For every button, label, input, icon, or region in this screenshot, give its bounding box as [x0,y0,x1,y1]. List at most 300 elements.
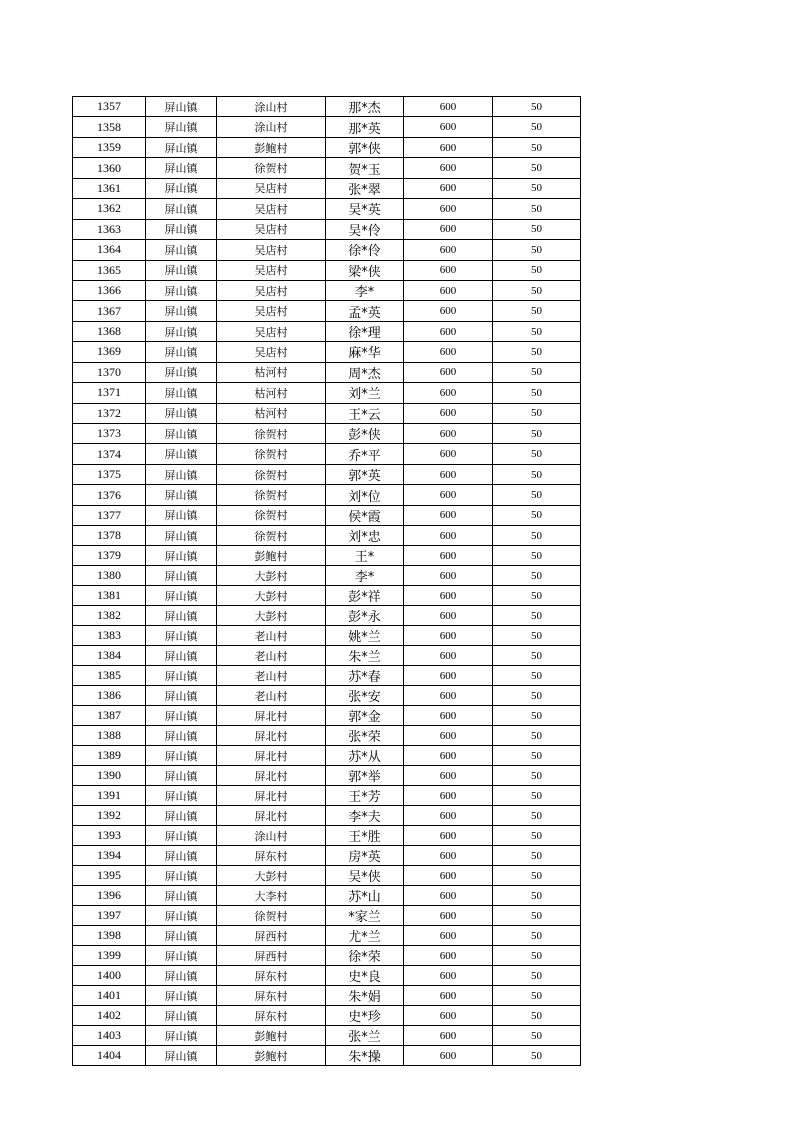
name-cell: 姚*兰 [326,626,404,646]
town-cell: 屏山镇 [146,383,217,403]
deduction-cell: 50 [493,866,581,886]
table-row [73,301,581,321]
village-cell: 涂山村 [217,826,326,846]
name-cell: 苏*从 [326,746,404,766]
town-cell: 屏山镇 [146,240,217,260]
amount-cell: 600 [404,846,493,866]
town-cell: 屏山镇 [146,886,217,906]
amount-cell: 600 [404,966,493,986]
amount-cell: 600 [404,97,493,117]
table-row [73,424,581,444]
name-cell: 郭*英 [326,464,404,484]
village-cell: 徐贺村 [217,526,326,546]
town-cell: 屏山镇 [146,906,217,926]
deduction-cell: 50 [493,403,581,423]
village-cell: 徐贺村 [217,464,326,484]
deduction-cell: 50 [493,926,581,946]
table-row [73,766,581,786]
village-cell: 吴店村 [217,178,326,198]
row-number: 1381 [73,586,146,606]
table-row [73,383,581,403]
name-cell: 张*翠 [326,178,404,198]
deduction-cell: 50 [493,383,581,403]
town-cell: 屏山镇 [146,321,217,341]
name-cell: 张*兰 [326,1026,404,1046]
name-cell: 王*胜 [326,826,404,846]
table-row [73,906,581,926]
name-cell: 彭*祥 [326,586,404,606]
amount-cell: 600 [404,826,493,846]
name-cell: 史*良 [326,966,404,986]
table-row [73,1026,581,1046]
amount-cell: 600 [404,806,493,826]
table-row [73,321,581,341]
village-cell: 屏东村 [217,846,326,866]
village-cell: 吴店村 [217,321,326,341]
town-cell: 屏山镇 [146,1006,217,1026]
row-number: 1362 [73,199,146,219]
village-cell: 彭鲍村 [217,1026,326,1046]
row-number: 1370 [73,362,146,382]
row-number: 1394 [73,846,146,866]
row-number: 1365 [73,260,146,280]
table-row [73,666,581,686]
name-cell: 侯*霞 [326,505,404,525]
name-cell: 麻*华 [326,342,404,362]
town-cell: 屏山镇 [146,97,217,117]
village-cell: 屏东村 [217,966,326,986]
name-cell: 徐*伶 [326,240,404,260]
table-row [73,219,581,239]
village-cell: 屏西村 [217,926,326,946]
table-row [73,178,581,198]
row-number: 1385 [73,666,146,686]
amount-cell: 600 [404,986,493,1006]
table-row [73,546,581,566]
village-cell: 屏西村 [217,946,326,966]
table-row [73,986,581,1006]
row-number: 1404 [73,1046,146,1066]
row-number: 1368 [73,321,146,341]
town-cell: 屏山镇 [146,526,217,546]
amount-cell: 600 [404,626,493,646]
row-number: 1379 [73,546,146,566]
amount-cell: 600 [404,746,493,766]
village-cell: 吴店村 [217,199,326,219]
deduction-cell: 50 [493,586,581,606]
deduction-cell: 50 [493,806,581,826]
row-number: 1397 [73,906,146,926]
deduction-cell: 50 [493,606,581,626]
town-cell: 屏山镇 [146,646,217,666]
row-number: 1373 [73,424,146,444]
table-row [73,464,581,484]
village-cell: 屏北村 [217,706,326,726]
town-cell: 屏山镇 [146,1046,217,1066]
table-row [73,806,581,826]
deduction-cell: 50 [493,786,581,806]
table-row [73,866,581,886]
row-number: 1399 [73,946,146,966]
amount-cell: 600 [404,117,493,137]
village-cell: 彭鲍村 [217,1046,326,1066]
town-cell: 屏山镇 [146,301,217,321]
name-cell: 彭*侠 [326,424,404,444]
village-cell: 枯河村 [217,362,326,382]
village-cell: 彭鲍村 [217,546,326,566]
table-row [73,586,581,606]
amount-cell: 600 [404,403,493,423]
table-row [73,566,581,586]
amount-cell: 600 [404,137,493,157]
table-row [73,158,581,178]
table-row [73,117,581,137]
row-number: 1380 [73,566,146,586]
village-cell: 屏北村 [217,806,326,826]
village-cell: 吴店村 [217,219,326,239]
table-row [73,786,581,806]
deduction-cell: 50 [493,199,581,219]
amount-cell: 600 [404,219,493,239]
deduction-cell: 50 [493,746,581,766]
table-row [73,526,581,546]
amount-cell: 600 [404,240,493,260]
village-cell: 屏北村 [217,766,326,786]
amount-cell: 600 [404,362,493,382]
amount-cell: 600 [404,424,493,444]
amount-cell: 600 [404,505,493,525]
table-row [73,746,581,766]
amount-cell: 600 [404,301,493,321]
town-cell: 屏山镇 [146,606,217,626]
deduction-cell: 50 [493,485,581,505]
town-cell: 屏山镇 [146,766,217,786]
name-cell: 朱*操 [326,1046,404,1066]
name-cell: 苏*山 [326,886,404,906]
name-cell: 王*云 [326,403,404,423]
row-number: 1375 [73,464,146,484]
row-number: 1387 [73,706,146,726]
town-cell: 屏山镇 [146,546,217,566]
amount-cell: 600 [404,280,493,300]
row-number: 1378 [73,526,146,546]
amount-cell: 600 [404,546,493,566]
deduction-cell: 50 [493,566,581,586]
row-number: 1393 [73,826,146,846]
name-cell: 吴*英 [326,199,404,219]
deduction-cell: 50 [493,626,581,646]
table-row [73,686,581,706]
town-cell: 屏山镇 [146,362,217,382]
amount-cell: 600 [404,260,493,280]
row-number: 1358 [73,117,146,137]
row-number: 1390 [73,766,146,786]
row-number: 1377 [73,505,146,525]
amount-cell: 600 [404,646,493,666]
name-cell: 孟*英 [326,301,404,321]
name-cell: 刘*位 [326,485,404,505]
deduction-cell: 50 [493,137,581,157]
row-number: 1357 [73,97,146,117]
deduction-cell: 50 [493,1006,581,1026]
town-cell: 屏山镇 [146,1026,217,1046]
town-cell: 屏山镇 [146,786,217,806]
town-cell: 屏山镇 [146,485,217,505]
table-row [73,1006,581,1026]
town-cell: 屏山镇 [146,586,217,606]
row-number: 1376 [73,485,146,505]
village-cell: 徐贺村 [217,505,326,525]
table-row [73,342,581,362]
name-cell: 吴*侠 [326,866,404,886]
amount-cell: 600 [404,906,493,926]
deduction-cell: 50 [493,846,581,866]
town-cell: 屏山镇 [146,117,217,137]
village-cell: 屏北村 [217,746,326,766]
amount-cell: 600 [404,1026,493,1046]
table-row [73,926,581,946]
table-row [73,137,581,157]
name-cell: 刘*忠 [326,526,404,546]
name-cell: 李* [326,280,404,300]
deduction-cell: 50 [493,260,581,280]
row-number: 1395 [73,866,146,886]
deduction-cell: 50 [493,726,581,746]
name-cell: 王*芳 [326,786,404,806]
deduction-cell: 50 [493,97,581,117]
village-cell: 吴店村 [217,240,326,260]
town-cell: 屏山镇 [146,726,217,746]
deduction-cell: 50 [493,178,581,198]
deduction-cell: 50 [493,342,581,362]
row-number: 1391 [73,786,146,806]
deduction-cell: 50 [493,444,581,464]
town-cell: 屏山镇 [146,260,217,280]
town-cell: 屏山镇 [146,746,217,766]
row-number: 1382 [73,606,146,626]
village-cell: 屏北村 [217,786,326,806]
table-row [73,260,581,280]
deduction-cell: 50 [493,546,581,566]
table-row [73,886,581,906]
name-cell: 乔*平 [326,444,404,464]
name-cell: 徐*理 [326,321,404,341]
row-number: 1384 [73,646,146,666]
name-cell: 尤*兰 [326,926,404,946]
name-cell: 李*夫 [326,806,404,826]
deduction-cell: 50 [493,526,581,546]
amount-cell: 600 [404,886,493,906]
village-cell: 老山村 [217,666,326,686]
name-cell: 徐*荣 [326,946,404,966]
amount-cell: 600 [404,526,493,546]
amount-cell: 600 [404,866,493,886]
village-cell: 老山村 [217,686,326,706]
name-cell: 彭*永 [326,606,404,626]
amount-cell: 600 [404,199,493,219]
village-cell: 老山村 [217,646,326,666]
row-number: 1392 [73,806,146,826]
deduction-cell: 50 [493,946,581,966]
town-cell: 屏山镇 [146,444,217,464]
amount-cell: 600 [404,946,493,966]
row-number: 1360 [73,158,146,178]
amount-cell: 600 [404,606,493,626]
town-cell: 屏山镇 [146,199,217,219]
table-row [73,606,581,626]
deduction-cell: 50 [493,117,581,137]
amount-cell: 600 [404,485,493,505]
amount-cell: 600 [404,383,493,403]
amount-cell: 600 [404,464,493,484]
name-cell: 史*珍 [326,1006,404,1026]
deduction-cell: 50 [493,886,581,906]
village-cell: 大李村 [217,886,326,906]
village-cell: 屏东村 [217,1006,326,1026]
deduction-cell: 50 [493,826,581,846]
row-number: 1389 [73,746,146,766]
table-row [73,485,581,505]
amount-cell: 600 [404,321,493,341]
town-cell: 屏山镇 [146,926,217,946]
row-number: 1400 [73,966,146,986]
town-cell: 屏山镇 [146,626,217,646]
amount-cell: 600 [404,444,493,464]
row-number: 1386 [73,686,146,706]
deduction-cell: 50 [493,280,581,300]
row-number: 1403 [73,1026,146,1046]
amount-cell: 600 [404,178,493,198]
amount-cell: 600 [404,666,493,686]
deduction-cell: 50 [493,666,581,686]
town-cell: 屏山镇 [146,403,217,423]
village-cell: 大彭村 [217,866,326,886]
town-cell: 屏山镇 [146,158,217,178]
table-body [73,97,581,1066]
village-cell: 涂山村 [217,117,326,137]
name-cell: 刘*兰 [326,383,404,403]
deduction-cell: 50 [493,766,581,786]
town-cell: 屏山镇 [146,464,217,484]
table-row [73,280,581,300]
town-cell: 屏山镇 [146,280,217,300]
table-row [73,403,581,423]
name-cell: 苏*春 [326,666,404,686]
village-cell: 徐贺村 [217,444,326,464]
town-cell: 屏山镇 [146,946,217,966]
deduction-cell: 50 [493,505,581,525]
table-row [73,966,581,986]
amount-cell: 600 [404,566,493,586]
amount-cell: 600 [404,786,493,806]
village-cell: 大彭村 [217,606,326,626]
town-cell: 屏山镇 [146,666,217,686]
name-cell: 贺*玉 [326,158,404,178]
row-number: 1402 [73,1006,146,1026]
village-cell: 彭鲍村 [217,137,326,157]
amount-cell: 600 [404,766,493,786]
name-cell: 朱*兰 [326,646,404,666]
town-cell: 屏山镇 [146,342,217,362]
town-cell: 屏山镇 [146,826,217,846]
village-cell: 吴店村 [217,342,326,362]
town-cell: 屏山镇 [146,137,217,157]
town-cell: 屏山镇 [146,178,217,198]
amount-cell: 600 [404,586,493,606]
village-cell: 徐贺村 [217,424,326,444]
village-cell: 屏东村 [217,986,326,1006]
village-cell: 大彭村 [217,586,326,606]
name-cell: 张*荣 [326,726,404,746]
table-row [73,946,581,966]
row-number: 1369 [73,342,146,362]
village-cell: 吴店村 [217,260,326,280]
town-cell: 屏山镇 [146,986,217,1006]
amount-cell: 600 [404,706,493,726]
name-cell: 房*英 [326,846,404,866]
town-cell: 屏山镇 [146,706,217,726]
row-number: 1364 [73,240,146,260]
deduction-cell: 50 [493,1046,581,1066]
deduction-cell: 50 [493,986,581,1006]
village-cell: 徐贺村 [217,906,326,926]
row-number: 1396 [73,886,146,906]
row-number: 1371 [73,383,146,403]
village-cell: 老山村 [217,626,326,646]
deduction-cell: 50 [493,646,581,666]
town-cell: 屏山镇 [146,424,217,444]
amount-cell: 600 [404,1046,493,1066]
table-row [73,97,581,117]
amount-cell: 600 [404,1006,493,1026]
village-cell: 枯河村 [217,403,326,423]
row-number: 1401 [73,986,146,1006]
town-cell: 屏山镇 [146,505,217,525]
name-cell: 梁*侠 [326,260,404,280]
table-row [73,1046,581,1066]
name-cell: 朱*娟 [326,986,404,1006]
name-cell: 那*杰 [326,97,404,117]
row-number: 1359 [73,137,146,157]
deduction-cell: 50 [493,686,581,706]
deduction-cell: 50 [493,464,581,484]
town-cell: 屏山镇 [146,866,217,886]
amount-cell: 600 [404,158,493,178]
row-number: 1398 [73,926,146,946]
village-cell: 屏北村 [217,726,326,746]
table-row [73,726,581,746]
amount-cell: 600 [404,926,493,946]
amount-cell: 600 [404,726,493,746]
deduction-cell: 50 [493,321,581,341]
name-cell: 吴*伶 [326,219,404,239]
table-row [73,505,581,525]
deduction-cell: 50 [493,906,581,926]
deduction-cell: 50 [493,158,581,178]
table-row [73,706,581,726]
table-row [73,444,581,464]
deduction-cell: 50 [493,219,581,239]
name-cell: 张*安 [326,686,404,706]
row-number: 1388 [73,726,146,746]
deduction-cell: 50 [493,966,581,986]
row-number: 1367 [73,301,146,321]
deduction-cell: 50 [493,1026,581,1046]
village-cell: 吴店村 [217,280,326,300]
row-number: 1366 [73,280,146,300]
village-cell: 枯河村 [217,383,326,403]
name-cell: 郭*举 [326,766,404,786]
